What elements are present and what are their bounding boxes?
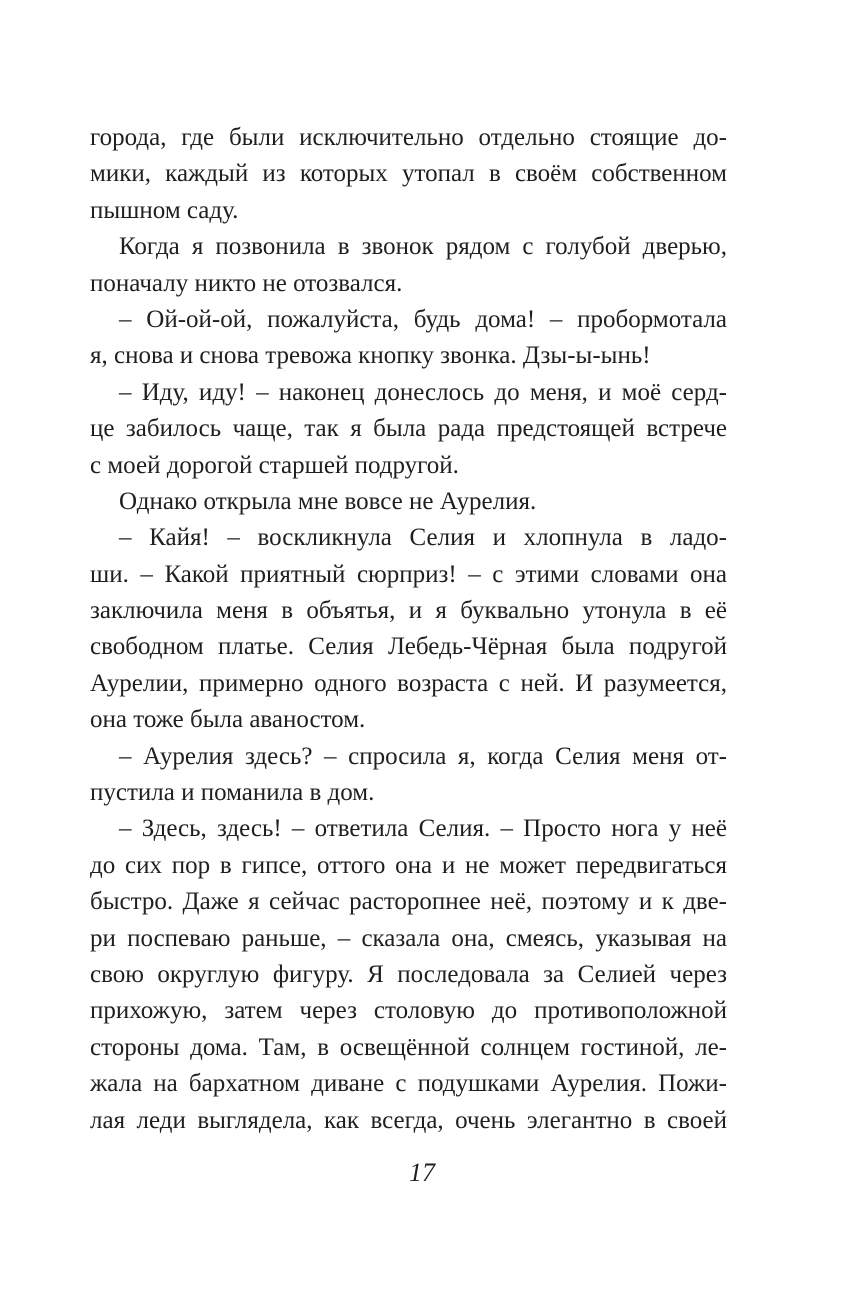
text-line: Аурелии, примерно одного возраста с ней. И разумеется, — [90, 669, 727, 697]
text-line: свободном платье. Селия Лебедь-Чёрная была подругой — [90, 633, 727, 661]
text-line: она тоже была аваностом. — [90, 706, 366, 734]
text-line: до сих пор в гипсе, оттого она и не может передвигаться — [90, 851, 727, 879]
text-line: – Здесь, здесь! – ответила Селия. – Просто нога у неё — [119, 815, 727, 843]
text-line: прихожую, затем через столовую до противоположной — [90, 997, 727, 1025]
text-line: ри поспеваю раньше, – сказала она, смеясь, указывая на — [90, 924, 727, 952]
page-number: 17 — [409, 1158, 435, 1187]
text-line: лая леди выглядела, как всегда, очень элегантно в своей — [90, 1106, 727, 1134]
text-line: жала на бархатном диване с подушками Аурелия. Пожи- — [90, 1070, 727, 1098]
text-line: – Аурелия здесь? – спросила я, когда Селия меня от- — [119, 742, 727, 770]
text-line: стороны дома. Там, в освещённой солнцем гостиной, ле- — [90, 1033, 727, 1061]
text-line: города, где были исключительно отдельно стоящие до- — [90, 124, 727, 151]
text-line: – Иду, иду! – наконец донеслось до меня, и моё серд- — [119, 378, 727, 406]
text-line: пышном саду. — [90, 196, 239, 224]
text-line: пустила и поманила в дом. — [90, 779, 375, 807]
text-line: Когда я позвонила в звонок рядом с голубой дверью, — [119, 233, 727, 261]
text-line: це забилось чаще, так я была рада предстоящей встрече — [90, 415, 727, 443]
text-line: – Кайя! – воскликнула Селия и хлопнула в ладо- — [119, 524, 727, 552]
text-line: быстро. Даже я сейчас расторопнее неё, поэтому и к две- — [90, 888, 727, 916]
text-line: ши. – Какой приятный сюрприз! – с этими словами она — [90, 560, 727, 588]
text-line: Однако открыла мне вовсе не Аурелия. — [119, 487, 537, 515]
text-line: свою округлую фигуру. Я последовала за Селией через — [90, 960, 727, 988]
text-line: поначалу никто не отозвался. — [90, 269, 403, 297]
body-text — [90, 120, 727, 1139]
text-line: с моей дорогой старшей подругой. — [90, 451, 459, 479]
text-line: я, снова и снова тревожа кнопку звонка. Дзы-ы-ынь! — [90, 342, 651, 370]
text-line: заключила меня в объятья, и я буквально утонула в её — [90, 597, 727, 625]
text-line: мики, каждый из которых утопал в своём собственном — [90, 160, 727, 188]
text-line: – Ой-ой-ой, пожалуйста, будь дома! – пробормотала — [119, 305, 727, 333]
